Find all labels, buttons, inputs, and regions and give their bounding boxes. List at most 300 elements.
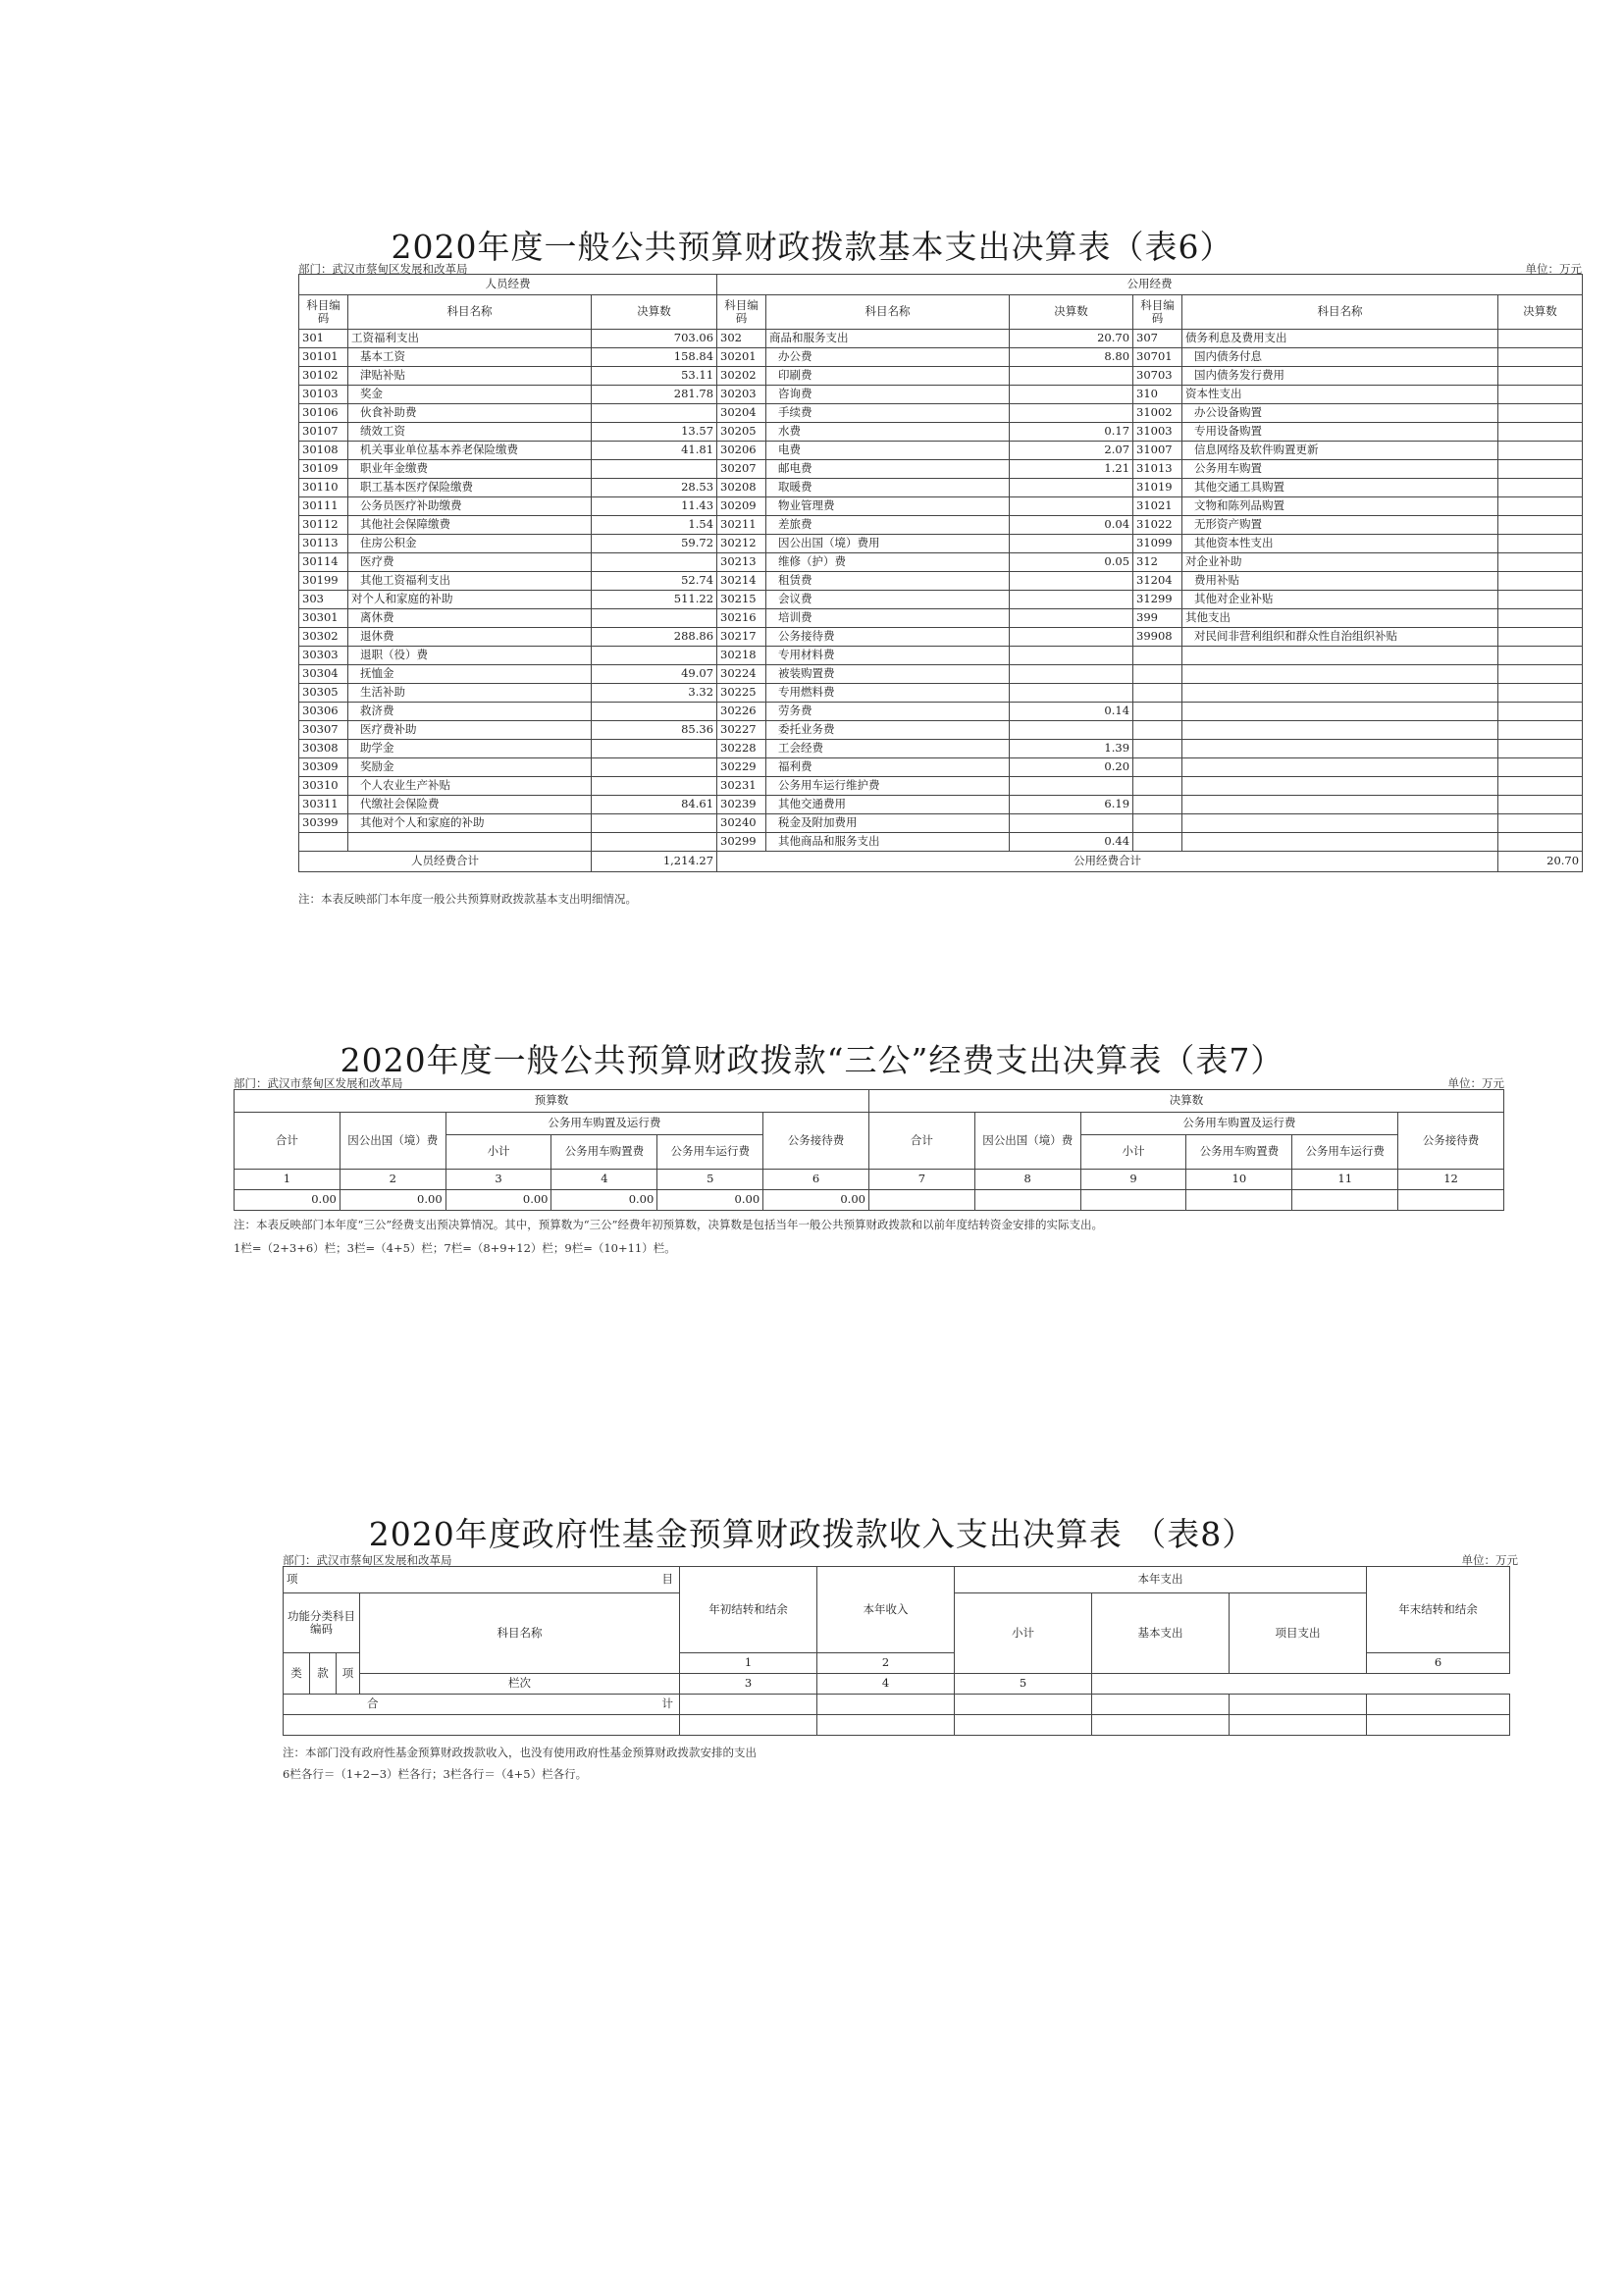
t6-amount-2 <box>1010 591 1133 609</box>
t6-name-2: 工会经费 <box>766 740 1010 758</box>
t6-amount-1 <box>592 404 717 423</box>
t6-row <box>299 460 1583 479</box>
t6-name-2: 公务用车运行维护费 <box>766 777 1010 796</box>
t6-amount-3 <box>1498 497 1583 516</box>
t7-car-final: 公务用车购置及运行费 <box>1080 1113 1397 1135</box>
t6-amount-3 <box>1498 460 1583 479</box>
t6-row <box>299 833 1583 852</box>
t8-xiang2: 项 <box>337 1653 360 1695</box>
t8-subtotal: 小计 <box>955 1593 1092 1674</box>
t8-lanci: 栏次 <box>360 1674 680 1695</box>
t8-total-cell <box>955 1695 1092 1715</box>
t6-code-2: 30218 <box>717 647 766 665</box>
t6-amount-3 <box>1498 796 1583 814</box>
t7-title: 2020年度一般公共预算财政拨款“三公”经费支出决算表（表7） <box>340 1041 1284 1079</box>
t6-amount-2 <box>1010 777 1133 796</box>
t6-title: 2020年度一般公共预算财政拨款基本支出决算表（表6） <box>391 228 1233 266</box>
t8-dept: 部门：武汉市蔡甸区发展和改革局 <box>283 1553 452 1567</box>
t7-value <box>1292 1190 1398 1211</box>
t6-amount-2 <box>1010 404 1133 423</box>
t6-amount-2 <box>1010 814 1133 833</box>
t8-func-code: 功能分类科目编码 <box>284 1593 360 1653</box>
t6-amount-3 <box>1498 330 1583 348</box>
t6-row <box>299 628 1583 647</box>
t6-amount-1 <box>592 703 717 721</box>
t7-unit: 单位：万元 <box>1447 1076 1504 1090</box>
t8-total-cell <box>1230 1695 1367 1715</box>
t6-amount-1: 13.57 <box>592 423 717 442</box>
t6-code-2: 30225 <box>717 684 766 703</box>
t6-name-3 <box>1182 684 1498 703</box>
t6-name-3: 债务利息及费用支出 <box>1182 330 1498 348</box>
t6-name-2: 商品和服务支出 <box>766 330 1010 348</box>
t6-amount-3 <box>1498 591 1583 609</box>
t6-code-3: 31099 <box>1133 535 1182 553</box>
t6-code-2: 30227 <box>717 721 766 740</box>
t6-amount-3 <box>1498 404 1583 423</box>
t6-name-1: 住房公积金 <box>348 535 592 553</box>
t6-amount-2: 1.39 <box>1010 740 1133 758</box>
t6-name-3: 费用补贴 <box>1182 572 1498 591</box>
t6-amount-3 <box>1498 348 1583 367</box>
t6-code-2: 30239 <box>717 796 766 814</box>
t8-empty-cell <box>1092 1715 1230 1736</box>
t6-name-2: 水费 <box>766 423 1010 442</box>
t6-name-3 <box>1182 777 1498 796</box>
t6-name-3: 其他资本性支出 <box>1182 535 1498 553</box>
t6-amount-2: 2.07 <box>1010 442 1133 460</box>
t6-amount-2 <box>1010 572 1133 591</box>
t6-amount-3 <box>1498 833 1583 852</box>
t6-code-3 <box>1133 665 1182 684</box>
t6-name-2: 差旅费 <box>766 516 1010 535</box>
t8-table <box>283 1566 1510 1736</box>
t6-row <box>299 814 1583 833</box>
t6-code-2: 30299 <box>717 833 766 852</box>
t6-code-3 <box>1133 684 1182 703</box>
t6-row <box>299 703 1583 721</box>
t8-empty-cell <box>284 1715 680 1736</box>
t6-col-amount-3: 决算数 <box>1498 295 1583 330</box>
t6-name-3: 其他支出 <box>1182 609 1498 628</box>
t6-name-1: 其他工资福利支出 <box>348 572 592 591</box>
t6-amount-3 <box>1498 423 1583 442</box>
t6-name-2: 会议费 <box>766 591 1010 609</box>
t6-code-2: 30211 <box>717 516 766 535</box>
t6-name-1: 其他对个人和家庭的补助 <box>348 814 592 833</box>
t6-amount-1: 288.86 <box>592 628 717 647</box>
t6-name-2: 咨询费 <box>766 386 1010 404</box>
t6-code-1: 30102 <box>299 367 348 386</box>
t7-col-number: 11 <box>1292 1170 1398 1190</box>
t6-amount-2: 20.70 <box>1010 330 1133 348</box>
t6-code-2: 30206 <box>717 442 766 460</box>
t6-amount-2 <box>1010 628 1133 647</box>
t6-name-1: 职工基本医疗保险缴费 <box>348 479 592 497</box>
t6-name-3: 国内债务付息 <box>1182 348 1498 367</box>
t6-amount-2: 8.80 <box>1010 348 1133 367</box>
t6-amount-1: 85.36 <box>592 721 717 740</box>
t6-public-total: 20.70 <box>1498 852 1583 872</box>
t6-amount-1: 59.72 <box>592 535 717 553</box>
t6-row <box>299 721 1583 740</box>
t6-amount-1: 511.22 <box>592 591 717 609</box>
t6-group-public: 公用经费 <box>717 275 1583 295</box>
t6-name-1: 伙食补助费 <box>348 404 592 423</box>
t6-code-1: 30310 <box>299 777 348 796</box>
t6-name-2: 因公出国（境）费用 <box>766 535 1010 553</box>
t6-dept: 部门：武汉市蔡甸区发展和改革局 <box>298 262 468 276</box>
t8-total-cell <box>817 1695 955 1715</box>
t7-col-number: 6 <box>763 1170 869 1190</box>
t6-row <box>299 404 1583 423</box>
t6-amount-2: 6.19 <box>1010 796 1133 814</box>
t8-note-1: 注：本部门没有政府性基金预算财政拨款收入，也没有使用政府性基金预算财政拨款安排的支出 <box>283 1746 757 1759</box>
t6-code-1: 30399 <box>299 814 348 833</box>
t6-amount-2: 0.20 <box>1010 758 1133 777</box>
t6-row <box>299 442 1583 460</box>
t6-name-3 <box>1182 703 1498 721</box>
t6-amount-1: 158.84 <box>592 348 717 367</box>
t6-amount-1 <box>592 647 717 665</box>
t6-amount-2 <box>1010 609 1133 628</box>
t6-amount-1: 1.54 <box>592 516 717 535</box>
t6-code-1: 30306 <box>299 703 348 721</box>
t8-num-end: 6 <box>1367 1653 1510 1674</box>
t6-code-1: 30109 <box>299 460 348 479</box>
t6-row <box>299 535 1583 553</box>
t7-note-2: 1栏=（2+3+6）栏；3栏=（4+5）栏；7栏=（8+9+12）栏；9栏=（10+11）栏。 <box>234 1241 676 1255</box>
t6-name-1: 工资福利支出 <box>348 330 592 348</box>
t8-project: 项目支出 <box>1230 1593 1367 1674</box>
t6-amount-1 <box>592 740 717 758</box>
t7-col-number: 5 <box>657 1170 763 1190</box>
t6-amount-2 <box>1010 665 1133 684</box>
t7-abroad-final: 因公出国（境）费 <box>974 1113 1080 1170</box>
t6-code-3: 31003 <box>1133 423 1182 442</box>
t6-amount-1: 52.74 <box>592 572 717 591</box>
t6-public-total-label: 公用经费合计 <box>717 852 1498 872</box>
t6-amount-3 <box>1498 609 1583 628</box>
t6-row <box>299 758 1583 777</box>
t8-num-begin: 1 <box>680 1653 817 1674</box>
t6-name-2: 维修（护）费 <box>766 553 1010 572</box>
t6-row <box>299 665 1583 684</box>
t6-amount-3 <box>1498 628 1583 647</box>
t6-code-2: 30216 <box>717 609 766 628</box>
t8-end: 年末结转和结余 <box>1367 1567 1510 1653</box>
t6-code-1: 301 <box>299 330 348 348</box>
t8-ji: 计 <box>661 1696 673 1711</box>
t6-name-1: 奖金 <box>348 386 592 404</box>
t6-code-3: 31013 <box>1133 460 1182 479</box>
t6-code-1: 303 <box>299 591 348 609</box>
t6-code-1 <box>299 833 348 852</box>
t6-name-3: 无形资产购置 <box>1182 516 1498 535</box>
t6-row <box>299 330 1583 348</box>
t8-num-subtotal: 3 <box>680 1674 817 1695</box>
t6-amount-3 <box>1498 665 1583 684</box>
t8-begin: 年初结转和结余 <box>680 1567 817 1653</box>
t7-dept: 部门：武汉市蔡甸区发展和改革局 <box>234 1076 403 1090</box>
t7-value: 0.00 <box>763 1190 869 1211</box>
t6-code-1: 30106 <box>299 404 348 423</box>
t6-name-2: 专用燃料费 <box>766 684 1010 703</box>
t8-total-cell <box>1092 1695 1230 1715</box>
t8-xiang: 项 <box>287 1572 298 1587</box>
t8-title: 2020年度政府性基金预算财政拨款收入支出决算表 （表8） <box>368 1515 1256 1553</box>
t6-amount-2: 0.44 <box>1010 833 1133 852</box>
t6-name-1: 助学金 <box>348 740 592 758</box>
t6-personnel-total: 1,214.27 <box>592 852 717 872</box>
t6-code-3: 39908 <box>1133 628 1182 647</box>
t6-name-2: 取暖费 <box>766 479 1010 497</box>
t6-name-2: 专用材料费 <box>766 647 1010 665</box>
t6-code-1: 30311 <box>299 796 348 814</box>
t6-amount-2 <box>1010 497 1133 516</box>
t6-row <box>299 479 1583 497</box>
t6-code-1: 30308 <box>299 740 348 758</box>
t6-name-3 <box>1182 796 1498 814</box>
t6-code-3 <box>1133 758 1182 777</box>
t6-name-3 <box>1182 647 1498 665</box>
t6-code-3: 399 <box>1133 609 1182 628</box>
t7-car-run-final: 公务用车运行费 <box>1292 1135 1398 1170</box>
t6-name-2: 公务接待费 <box>766 628 1010 647</box>
t6-name-3 <box>1182 740 1498 758</box>
t6-amount-1 <box>592 609 717 628</box>
t8-num-project: 5 <box>955 1674 1092 1695</box>
t6-table <box>298 274 1583 872</box>
t6-code-1: 30107 <box>299 423 348 442</box>
t6-name-1: 退休费 <box>348 628 592 647</box>
t6-row <box>299 423 1583 442</box>
t6-name-3: 信息网络及软件购置更新 <box>1182 442 1498 460</box>
t6-amount-2: 0.04 <box>1010 516 1133 535</box>
t6-amount-1 <box>592 460 717 479</box>
t6-name-1: 医疗费补助 <box>348 721 592 740</box>
t6-code-3: 31019 <box>1133 479 1182 497</box>
t6-amount-2: 0.17 <box>1010 423 1133 442</box>
t7-table <box>234 1089 1504 1211</box>
t6-name-3: 办公设备购置 <box>1182 404 1498 423</box>
t7-car-buy-budget: 公务用车购置费 <box>551 1135 657 1170</box>
t8-name: 科目名称 <box>360 1593 680 1674</box>
t6-name-1 <box>348 833 592 852</box>
t6-name-1: 奖励金 <box>348 758 592 777</box>
t6-code-3: 30701 <box>1133 348 1182 367</box>
t6-name-2: 税金及附加费用 <box>766 814 1010 833</box>
t6-code-2: 30203 <box>717 386 766 404</box>
t6-name-1: 离休费 <box>348 609 592 628</box>
t6-name-3: 国内债务发行费用 <box>1182 367 1498 386</box>
t7-col-number: 12 <box>1398 1170 1504 1190</box>
t6-name-2: 委托业务费 <box>766 721 1010 740</box>
t6-amount-2: 1.21 <box>1010 460 1133 479</box>
t8-he: 合 <box>367 1696 379 1711</box>
t8-xiang-mu-header <box>284 1567 680 1593</box>
t6-name-2: 邮电费 <box>766 460 1010 479</box>
t6-code-2: 30229 <box>717 758 766 777</box>
t6-code-3: 31007 <box>1133 442 1182 460</box>
t6-col-amount-2: 决算数 <box>1010 295 1133 330</box>
t6-row <box>299 348 1583 367</box>
t6-row <box>299 609 1583 628</box>
t7-col-number: 4 <box>551 1170 657 1190</box>
t6-name-1: 医疗费 <box>348 553 592 572</box>
t8-empty-cell <box>955 1715 1092 1736</box>
t6-amount-2 <box>1010 386 1133 404</box>
t6-code-3: 31204 <box>1133 572 1182 591</box>
t8-num-income: 2 <box>817 1653 955 1674</box>
t6-row <box>299 591 1583 609</box>
t6-code-3: 31299 <box>1133 591 1182 609</box>
t7-abroad-budget: 因公出国（境）费 <box>340 1113 445 1170</box>
t6-code-3 <box>1133 777 1182 796</box>
t6-code-2: 30231 <box>717 777 766 796</box>
t6-name-2: 培训费 <box>766 609 1010 628</box>
t6-unit: 单位：万元 <box>1525 262 1582 276</box>
t7-note-1: 注：本表反映部门本年度“三公”经费支出预决算情况。其中，预算数为“三公”经费年初预算数，决算数是包括当年一般公共预算财政拨款和以前年度结转资金安排的实际支出。 <box>234 1218 1104 1231</box>
t6-row <box>299 386 1583 404</box>
t6-name-3 <box>1182 814 1498 833</box>
t8-num-basic: 4 <box>817 1674 955 1695</box>
t6-amount-1 <box>592 758 717 777</box>
t6-code-1: 30114 <box>299 553 348 572</box>
t6-amount-2: 0.05 <box>1010 553 1133 572</box>
t6-name-1: 抚恤金 <box>348 665 592 684</box>
t6-code-3: 312 <box>1133 553 1182 572</box>
t6-code-3 <box>1133 814 1182 833</box>
t8-empty-cell <box>1230 1715 1367 1736</box>
t6-row <box>299 684 1583 703</box>
t6-code-2: 30205 <box>717 423 766 442</box>
t7-value <box>1080 1190 1186 1211</box>
t6-code-3: 310 <box>1133 386 1182 404</box>
t6-name-2: 其他交通费用 <box>766 796 1010 814</box>
t6-code-1: 30110 <box>299 479 348 497</box>
t7-value: 0.00 <box>340 1190 445 1211</box>
t6-col-name-3: 科目名称 <box>1182 295 1498 330</box>
t6-code-1: 30101 <box>299 348 348 367</box>
t6-code-3: 31002 <box>1133 404 1182 423</box>
t6-amount-1: 3.32 <box>592 684 717 703</box>
t6-name-2: 印刷费 <box>766 367 1010 386</box>
t6-amount-1 <box>592 814 717 833</box>
t6-amount-2 <box>1010 367 1133 386</box>
t6-name-1: 退职（役）费 <box>348 647 592 665</box>
t6-code-3 <box>1133 721 1182 740</box>
t7-col-number: 9 <box>1080 1170 1186 1190</box>
t8-note-2: 6栏各行＝（1+2−3）栏各行；3栏各行＝（4+5）栏各行。 <box>283 1767 588 1781</box>
t6-amount-3 <box>1498 740 1583 758</box>
t8-empty-cell <box>817 1715 955 1736</box>
t7-car-run-budget: 公务用车运行费 <box>657 1135 763 1170</box>
t7-col-number: 10 <box>1186 1170 1292 1190</box>
t6-row <box>299 516 1583 535</box>
t7-col-number: 3 <box>445 1170 551 1190</box>
t7-value <box>1398 1190 1504 1211</box>
t7-budget: 预算数 <box>235 1090 869 1113</box>
t6-amount-3 <box>1498 777 1583 796</box>
t6-personnel-total-label: 人员经费合计 <box>299 852 592 872</box>
t7-value <box>1186 1190 1292 1211</box>
t6-code-2: 30228 <box>717 740 766 758</box>
t6-code-1: 30108 <box>299 442 348 460</box>
t6-code-2: 30204 <box>717 404 766 423</box>
t6-name-1: 代缴社会保险费 <box>348 796 592 814</box>
t8-total-cell <box>1367 1695 1510 1715</box>
t6-code-3: 31022 <box>1133 516 1182 535</box>
t6-code-3 <box>1133 740 1182 758</box>
t8-spend: 本年支出 <box>955 1567 1367 1593</box>
t6-code-2: 30202 <box>717 367 766 386</box>
t6-code-1: 30307 <box>299 721 348 740</box>
t6-code-2: 30209 <box>717 497 766 516</box>
t6-name-2: 办公费 <box>766 348 1010 367</box>
t7-value: 0.00 <box>445 1190 551 1211</box>
t6-name-2: 手续费 <box>766 404 1010 423</box>
t6-row <box>299 572 1583 591</box>
t6-code-2: 30215 <box>717 591 766 609</box>
t6-amount-2 <box>1010 647 1133 665</box>
t6-name-1: 公务员医疗补助缴费 <box>348 497 592 516</box>
t6-code-2: 30240 <box>717 814 766 833</box>
t6-code-1: 30309 <box>299 758 348 777</box>
t6-name-1: 绩效工资 <box>348 423 592 442</box>
t6-amount-3 <box>1498 535 1583 553</box>
t6-code-2: 30208 <box>717 479 766 497</box>
t6-row <box>299 740 1583 758</box>
t6-amount-1: 703.06 <box>592 330 717 348</box>
t6-name-1: 救济费 <box>348 703 592 721</box>
t6-row <box>299 777 1583 796</box>
t6-code-1: 30199 <box>299 572 348 591</box>
t6-amount-1 <box>592 833 717 852</box>
t6-code-2: 30217 <box>717 628 766 647</box>
t8-total-row-label <box>284 1695 680 1715</box>
t6-amount-3 <box>1498 814 1583 833</box>
t7-value: 0.00 <box>235 1190 341 1211</box>
t6-name-3 <box>1182 721 1498 740</box>
t8-income: 本年收入 <box>817 1567 955 1653</box>
t6-amount-3 <box>1498 758 1583 777</box>
t7-value: 0.00 <box>657 1190 763 1211</box>
t6-code-3 <box>1133 833 1182 852</box>
t6-amount-1: 49.07 <box>592 665 717 684</box>
t6-code-3: 30703 <box>1133 367 1182 386</box>
t6-name-3: 对企业补助 <box>1182 553 1498 572</box>
t6-amount-1: 11.43 <box>592 497 717 516</box>
t6-amount-1: 28.53 <box>592 479 717 497</box>
t8-mu: 目 <box>661 1572 673 1587</box>
t6-code-1: 30303 <box>299 647 348 665</box>
t6-name-3 <box>1182 665 1498 684</box>
t6-name-3: 专用设备购置 <box>1182 423 1498 442</box>
t6-amount-3 <box>1498 386 1583 404</box>
t6-amount-1: 281.78 <box>592 386 717 404</box>
t6-code-2: 30226 <box>717 703 766 721</box>
t6-row <box>299 497 1583 516</box>
t7-reception-budget: 公务接待费 <box>763 1113 869 1170</box>
t6-name-3: 公务用车购置 <box>1182 460 1498 479</box>
t6-name-3: 资本性支出 <box>1182 386 1498 404</box>
t6-amount-3 <box>1498 553 1583 572</box>
t6-row <box>299 796 1583 814</box>
t6-col-amount-1: 决算数 <box>592 295 717 330</box>
t6-amount-3 <box>1498 721 1583 740</box>
t6-code-1: 30301 <box>299 609 348 628</box>
